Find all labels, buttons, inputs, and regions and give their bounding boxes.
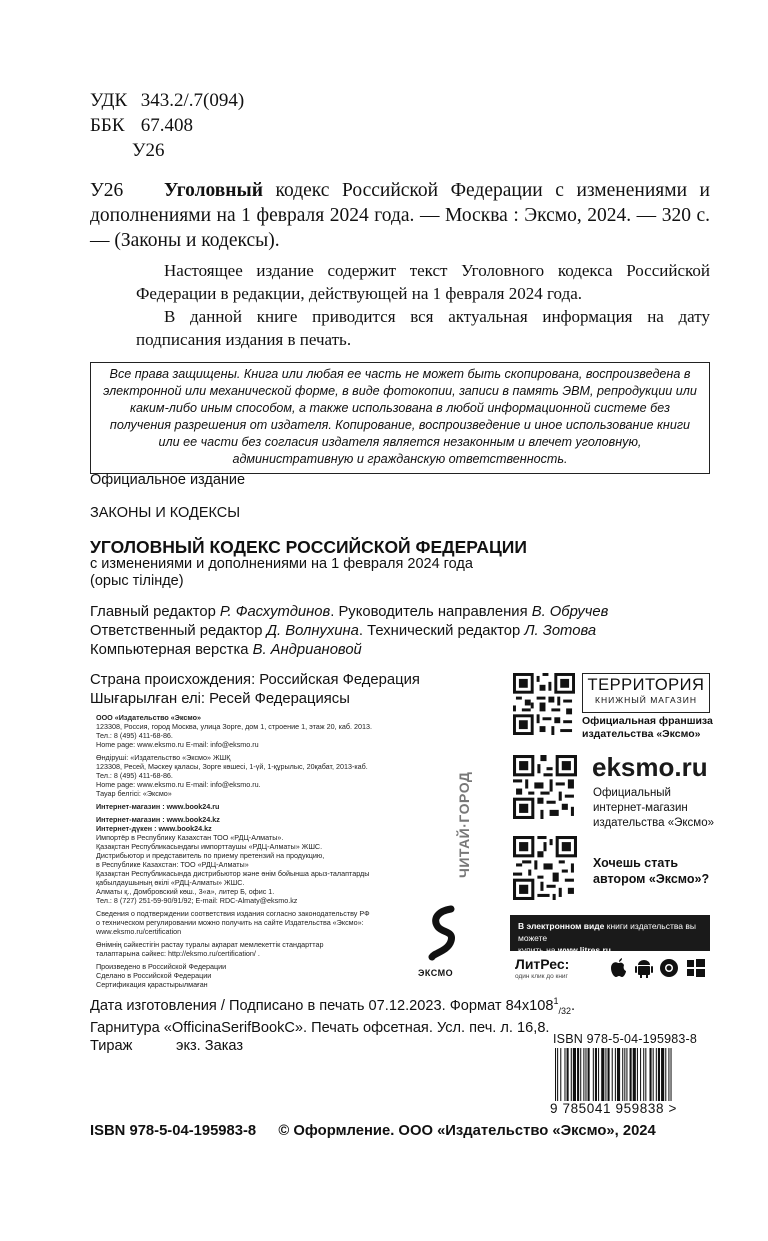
ebook-l2-pre: купить на [518,945,558,955]
kz-publisher-address: 123308, Ресей, Мәскеу қаласы, Зорге көшесі, 1-үй, 1-құрылыс, 20қабат, 2013-каб. [96,762,368,771]
ebook-rest: книги издательства вы можете [518,921,696,943]
franchise-text [582,715,713,741]
series-name: ЗАКОНЫ И КОДЕКСЫ [90,505,241,521]
annotation [136,259,710,351]
eksmo-logo-text: ЭКСМО [418,968,454,978]
print-info [90,993,575,1055]
publisher-phone: Тел.: 8 (495) 411-68-86. [96,731,173,740]
typeface-line: Гарнитура «OfficinaSerifBookC». Печать офсетная. Усл. печ. л. 16,8. [90,1020,550,1037]
ebook-banner [510,915,710,955]
author-invite-1: Хочешь стать [593,856,679,870]
certification-3: www.eksmo.ru/certification [96,927,182,936]
layout-name: В. Андриановой [252,642,362,658]
annotation-p2: В данной книге приводится вся актуальная информация на дату подписания издания в печать. [136,307,710,349]
credits [90,603,608,660]
distributor-phone: Тел.: 8 (727) 251-59-90/91/92; E-mail: RDC-Almaty@eksmo.kz [96,896,298,905]
distributor-4: қабылдаушының өкілі «РДЦ-Алматы» ЖШС. [96,878,245,887]
biblio-title-rest: кодекс Российской Федерации с изменениями и дополнениями на 1 февраля 2024 года. — Москва : Эксмо, 2024. — 320 с. — (Законы и кодексы). [90,180,710,251]
qr-code-territoria [513,673,575,735]
distributor-2: в Республике Казахстан: ТОО «РДЦ-Алматы» [96,860,249,869]
kz-publisher-web: Home page: www.eksmo.ru E-mail: info@eksmo.ru. [96,780,261,789]
print-date-format: Дата изготовления / Подписано в печать 07.12.2023. Формат 84x108 [90,997,554,1014]
barcode-digits: 9 785041 959838 > [550,1101,677,1116]
bibliographic-description [90,178,710,253]
franchise-line-1: Официальная франшиза [582,715,713,727]
publisher-address: 123308, Россия, город Москва, улица Зорге, дом 1, строение 1, этаж 20, каб. 2013. [96,722,372,731]
format-sub: /32 [558,1005,572,1016]
ebook-site: www.litres.ru [557,945,611,955]
kz-trademark: Тауар белгісі: «Эксмо» [96,789,172,798]
official-edition: Официальное издание [90,472,246,488]
importer-kz: Импортёр в Республику Казахстан ТОО «РДЦ-Алматы». [96,833,284,842]
publisher-info [96,713,426,993]
biblio-title-bold: Уголовный [164,180,264,201]
publisher-web: Home page: www.eksmo.ru E-mail: info@eksmo.ru [96,740,259,749]
chitai-gorod-logo: ЧИТАЙ·ГОРОД [456,771,472,878]
author-invite-2: автором «Эксмо»? [593,872,710,886]
apple-icon [611,958,626,977]
udk-label: УДК [90,90,128,111]
qr-code-author [513,836,577,900]
importer-kz-2: Қазақстан Республикасындағы импорттаушы «РДЦ-Алматы» ЖШС. [96,842,323,851]
certification-1: Сведения о подтверждении соответствия издания согласно законодательству РФ [96,909,370,918]
order-label: экз. Заказ [176,1037,244,1054]
online-store-ru: Интернет-магазин : www.book24.ru [96,802,220,811]
footer [90,1123,656,1139]
chief-editor: Р. Фасхутдинов [219,604,331,620]
udk-value: 343.2/.7(094) [140,90,245,111]
head-name: В. Обручев [531,604,609,620]
book-language-note: (орыс тілінде) [90,573,184,589]
rights-notice: Все права защищены. Книга или любая ее часть не может быть скопирована, воспроизведена в электронной или механической форме, в виде фотокопии, записи в память ЭВМ, репродукции или каким-либо иным способом, а также использована в любой информационной системе без получения разрешения от издателя. Копирование, воспроизведение и иное использование книги или ее части без согласия издателя является незаконным и влечет уголовную, административную и гражданскую ответственность. [90,362,710,474]
origin-kz: Шығарылған елі: Ресей Федерациясы [90,691,350,707]
layout-label: Компьютерная верстка [90,642,253,658]
online-store-kz-2: Интернет-дүкен : www.book24.kz [96,824,212,833]
territoria-subtitle: КНИЖНЫЙ МАГАЗИН [595,695,697,705]
kz-publisher-name: Өндіруші: «Издательство «Эксмо» ЖШҚ [96,753,231,762]
head-label: . Руководитель направления [330,604,532,620]
kz-publisher-phone: Тел.: 8 (495) 411-68-86. [96,771,173,780]
eksmo-logo-icon [424,905,462,961]
tech-editor-label: . Технический редактор [358,623,525,639]
distributor-3: Қазақстан Республикасында дистрибьютор және өнім бойынша арыз-талаптарды [96,869,370,878]
litres-logo: ЛитРес: [515,956,570,972]
territoria-title: ТЕРРИТОРИЯ [587,676,705,694]
platform-icons [608,957,708,979]
author-invite [593,855,709,887]
certification-2: о техническом регулировании можно получить на сайте Издательства «Эксмо»: [96,918,364,927]
annotation-p1: Настоящее издание содержит текст Уголовного кодекса Российской Федерации в редакции, действующей на 1 февраля 2024 года. [136,261,710,303]
chief-editor-label: Главный редактор [90,604,220,620]
litres-tagline: один клик до книг [515,973,568,980]
produced-in-3: Сертификация қарастырылмаған [96,980,208,989]
origin-ru: Страна происхождения: Российская Федерация [90,672,420,688]
format-sup: 1 [553,996,559,1006]
produced-in-2: Сделано в Российской Федерации [96,971,212,980]
classification-block [90,88,244,163]
certification-kz-1: Өнімнің сәйкестігін растау туралы ақпарат мемлекеттік стандарттар [96,940,324,949]
bbk-value: 67.408 [140,115,193,136]
franchise-line-2: издательства «Эксмо» [582,728,701,740]
qr-code-eksmo-ru [513,755,577,819]
distributor-address: Алматы қ., Домбровский көш., 3«а», литер Б, офис 1. [96,887,275,896]
ebook-bold: В электронном виде [518,921,605,931]
footer-copyright: © Оформление. ООО «Издательство «Эксмо», 2024 [278,1123,656,1139]
territoria-logo [582,673,710,713]
print-run-label: Тираж [90,1037,133,1054]
format-end: . [571,997,576,1014]
eksmo-desc-1: Официальный [593,787,671,799]
online-store-kz: Интернет-магазин : www.book24.kz [96,815,220,824]
browser-icon [660,959,678,977]
barcode-isbn-label: ISBN 978-5-04-195983-8 [553,1032,698,1046]
biblio-code: У26 [90,180,124,201]
footer-isbn: ISBN 978-5-04-195983-8 [90,1123,257,1139]
bbk-label: ББК [90,115,125,136]
resp-editor: Д. Волнухина [266,623,359,639]
tech-editor: Л. Зотова [524,623,597,639]
eksmo-ru-brand: eksmo.ru [592,752,708,782]
eksmo-ru-description [593,786,714,831]
windows-icon [687,959,705,977]
certification-kz-2: талаптарына сәйкес: http://eksmo.ru/certification/ . [96,949,260,958]
book-subtitle: с изменениями и дополнениями на 1 февраля 2024 года [90,556,473,572]
produced-in-1: Произведено в Российской Федерации [96,962,227,971]
eksmo-desc-3: издательства «Эксмо» [593,817,715,829]
publisher-name: ООО «Издательство «Эксмо» [96,713,202,722]
resp-editor-label: Ответственный редактор [90,623,267,639]
country-origin [90,671,420,709]
distributor-1: Дистрибьютор и представитель по приему претензий на продукцию, [96,851,325,860]
book-title: УГОЛОВНЫЙ КОДЕКС РОССИЙСКОЙ ФЕДЕРАЦИИ [90,537,527,557]
author-mark: У26 [132,140,165,161]
eksmo-desc-2: интернет-магазин [593,802,688,814]
android-icon [635,960,653,978]
